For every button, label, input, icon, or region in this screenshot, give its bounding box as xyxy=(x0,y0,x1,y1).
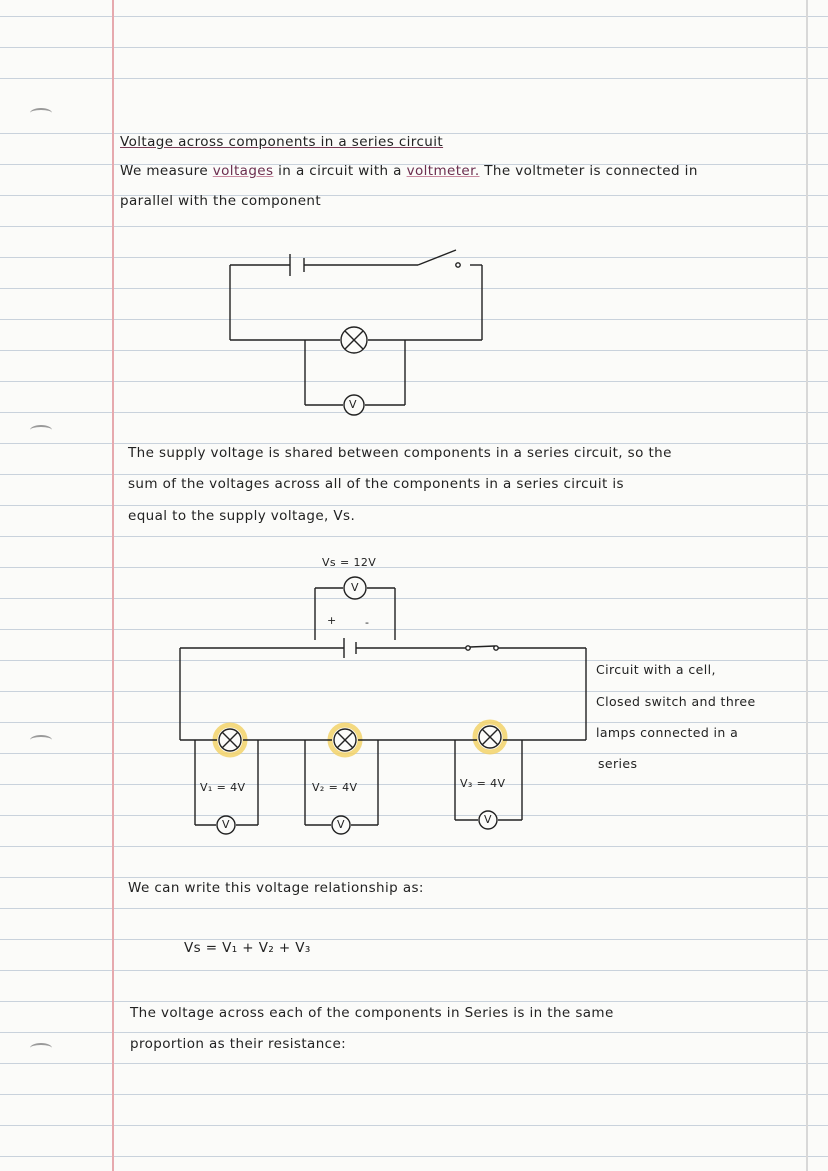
side-note-line-3: lamps connected in a xyxy=(596,725,739,740)
intro-keyword-voltmeter: voltmeter. xyxy=(406,163,480,179)
lamp-2-voltage: V₂ = 4V xyxy=(312,781,358,794)
supply-voltmeter-symbol: V xyxy=(351,581,359,594)
lamp-1-voltage: V₁ = 4V xyxy=(200,781,246,794)
intro-keyword-voltages: voltages xyxy=(212,163,274,179)
side-note-line-1: Circuit with a cell, xyxy=(596,662,716,677)
relationship-intro: We can write this voltage relationship as: xyxy=(128,880,424,896)
voltage-equation: Vs = V₁ + V₂ + V₃ xyxy=(184,940,311,956)
shared-line-3: equal to the supply voltage, Vs. xyxy=(128,508,356,524)
cell-plus-sign: + xyxy=(327,614,337,627)
supply-voltage-label: Vs = 12V xyxy=(322,556,377,569)
lamp-3-voltage: V₃ = 4V xyxy=(460,777,506,790)
voltmeter-2-symbol: V xyxy=(337,818,345,831)
voltmeter-symbol: V xyxy=(349,398,357,411)
intro-text: in a circuit with a xyxy=(278,163,402,179)
cell-minus-sign: - xyxy=(365,616,370,629)
intro-line-2: parallel with the component xyxy=(120,193,322,209)
intro-text: The voltmeter is connected in xyxy=(484,163,698,179)
shared-line-2: sum of the voltages across all of the components in a series circuit is xyxy=(128,476,624,492)
side-note-line-4: series xyxy=(598,756,638,771)
shared-line-1: The supply voltage is shared between components in a series circuit, so the xyxy=(128,445,672,461)
side-note-line-2: Closed switch and three xyxy=(596,694,756,709)
voltmeter-3-symbol: V xyxy=(484,813,492,826)
page-title: Voltage across components in a series circuit xyxy=(120,134,444,150)
conclusion-line-2: proportion as their resistance: xyxy=(130,1036,347,1052)
voltmeter-1-symbol: V xyxy=(222,818,230,831)
conclusion-line-1: The voltage across each of the components in Series is in the same xyxy=(130,1005,614,1021)
intro-text: We measure xyxy=(120,163,209,179)
